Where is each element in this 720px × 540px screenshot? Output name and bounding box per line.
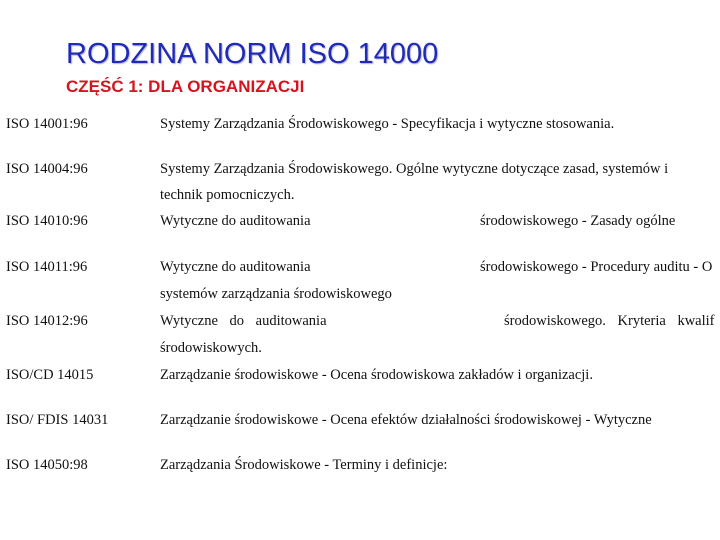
page-subtitle: CZĘŚĆ 1: DLA ORGANIZACJI (66, 77, 305, 96)
standard-code: ISO 14011:96 (6, 259, 88, 275)
standard-description: Zarządzania Środowiskowe - Terminy i definicje: (160, 457, 448, 473)
standard-code: ISO 14010:96 (6, 213, 88, 229)
standard-description-continued: systemów zarządzania środowiskowego (160, 286, 392, 302)
standard-description: Zarządzanie środowiskowe - Ocena środowiskowa zakładów i organizacji. (160, 367, 593, 383)
standard-code: ISO/ FDIS 14031 (6, 412, 109, 428)
standard-description: Zarządzanie środowiskowe - Ocena efektów działalności środowiskowej - Wytyczne (160, 412, 652, 428)
standard-code: ISO/CD 14015 (6, 367, 94, 383)
standard-description: Systemy Zarządzania Środowiskowego. Ogólne wytyczne dotyczące zasad, systemów i (160, 161, 669, 177)
standard-description-part2: środowiskowego - Procedury auditu - O (480, 259, 713, 275)
standard-code: ISO 14050:98 (6, 457, 88, 473)
standard-code: ISO 14004:96 (6, 161, 88, 177)
standard-description-part2: środowiskowego - Zasady ogólne (480, 213, 676, 229)
standard-description-continued: technik pomocniczych. (160, 187, 295, 203)
standard-description-continued: środowiskowych. (160, 340, 262, 356)
standard-description-part2: środowiskowego. Kryteria kwalif (504, 313, 715, 329)
page-title: RODZINA NORM ISO 14000 (66, 38, 439, 70)
standard-description: Wytyczne do auditowania (160, 259, 311, 275)
standard-description: Wytyczne do auditowania (160, 313, 327, 329)
standard-code: ISO 14001:96 (6, 116, 88, 132)
standard-code: ISO 14012:96 (6, 313, 88, 329)
standard-description: Wytyczne do auditowania (160, 213, 311, 229)
standard-description: Systemy Zarządzania Środowiskowego - Specyfikacja i wytyczne stosowania. (160, 116, 615, 132)
